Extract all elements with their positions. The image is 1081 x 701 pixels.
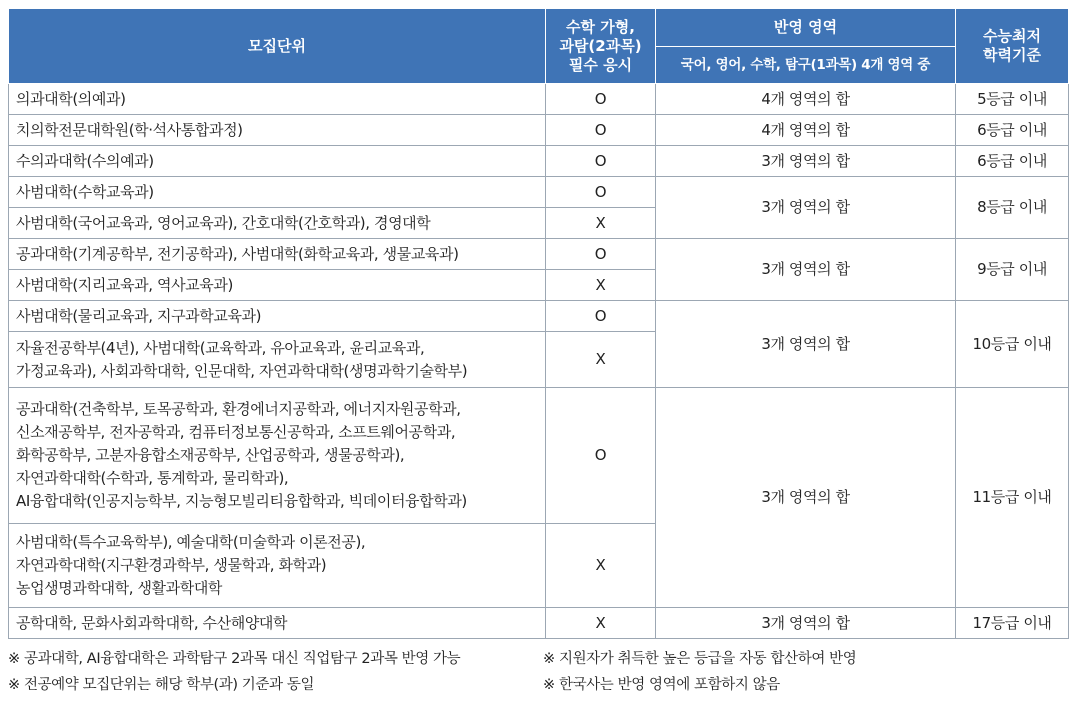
header-area-sub: 국어, 영어, 수학, 탐구(1과목) 4개 영역 중 bbox=[656, 47, 956, 84]
math-cell: X bbox=[546, 524, 656, 608]
grade-cell: 6등급 이내 bbox=[956, 146, 1069, 177]
math-cell: O bbox=[546, 84, 656, 115]
grade-cell: 6등급 이내 bbox=[956, 115, 1069, 146]
header-minimum: 수능최저 학력기준 bbox=[956, 9, 1069, 84]
unit-cell: 공과대학(건축학부, 토목공학과, 환경에너지공학과, 에너지자원공학과, 신소재공학부, 전자공학과, 컴퓨터정보통신공학과, 소프트웨어공학과, 화학공학부, 고분자융합소재공학부, 산업공학과, 생물공학과), 자연과학대학(수학과, 통계학과, 물리학과), AI융합대학(인공지능학부, 지능형모빌리티융합학과, 빅데이터융합학과) bbox=[9, 388, 546, 524]
footnote: ※ 한국사는 반영 영역에 포함하지 않음 bbox=[543, 677, 780, 693]
grade-cell: 17등급 이내 bbox=[956, 608, 1069, 639]
area-cell: 3개 영역의 합 bbox=[656, 146, 956, 177]
grade-cell: 8등급 이내 bbox=[956, 177, 1069, 239]
grade-cell: 11등급 이내 bbox=[956, 388, 1069, 608]
math-cell: O bbox=[546, 301, 656, 332]
unit-cell: 공과대학(기계공학부, 전기공학과), 사범대학(화학교육과, 생물교육과) bbox=[9, 239, 546, 270]
math-cell: X bbox=[546, 608, 656, 639]
table-row bbox=[9, 388, 1069, 524]
area-cell: 3개 영역의 합 bbox=[656, 239, 956, 301]
header-math-required: 수학 가형, 과탐(2과목) 필수 응시 bbox=[546, 9, 656, 84]
unit-cell: 사범대학(지리교육과, 역사교육과) bbox=[9, 270, 546, 301]
area-cell: 3개 영역의 합 bbox=[656, 177, 956, 239]
table-row bbox=[9, 608, 1069, 639]
unit-cell: 사범대학(국어교육과, 영어교육과), 간호대학(간호학과), 경영대학 bbox=[9, 208, 546, 239]
unit-cell: 의과대학(의예과) bbox=[9, 84, 546, 115]
unit-cell: 자율전공학부(4년), 사범대학(교육학과, 유아교육과, 윤리교육과, 가정교육과), 사회과학대학, 인문대학, 자연과학대학(생명과학기술학부) bbox=[9, 332, 546, 388]
area-cell: 3개 영역의 합 bbox=[656, 301, 956, 388]
grade-cell: 5등급 이내 bbox=[956, 84, 1069, 115]
area-cell: 4개 영역의 합 bbox=[656, 84, 956, 115]
unit-cell: 공학대학, 문화사회과학대학, 수산해양대학 bbox=[9, 608, 546, 639]
area-cell: 3개 영역의 합 bbox=[656, 608, 956, 639]
table-row bbox=[9, 177, 1069, 208]
unit-cell: 사범대학(수학교육과) bbox=[9, 177, 546, 208]
area-cell: 3개 영역의 합 bbox=[656, 388, 956, 608]
table-row bbox=[9, 84, 1069, 115]
header-unit: 모집단위 bbox=[9, 9, 546, 84]
math-cell: X bbox=[546, 332, 656, 388]
grade-cell: 9등급 이내 bbox=[956, 239, 1069, 301]
criteria-table bbox=[8, 8, 1069, 639]
table-row bbox=[9, 301, 1069, 332]
footnotes-right bbox=[543, 646, 856, 698]
unit-cell: 치의학전문대학원(학·석사통합과정) bbox=[9, 115, 546, 146]
header-area: 반영 영역 bbox=[656, 9, 956, 47]
grade-cell: 10등급 이내 bbox=[956, 301, 1069, 388]
unit-cell: 수의과대학(수의예과) bbox=[9, 146, 546, 177]
area-cell: 4개 영역의 합 bbox=[656, 115, 956, 146]
footnote: ※ 공과대학, AI융합대학은 과학탐구 2과목 대신 직업탐구 2과목 반영 가능 bbox=[8, 651, 461, 667]
math-cell: X bbox=[546, 270, 656, 301]
footnote: ※ 전공예약 모집단위는 해당 학부(과) 기준과 동일 bbox=[8, 677, 315, 693]
math-cell: O bbox=[546, 146, 656, 177]
math-cell: O bbox=[546, 177, 656, 208]
math-cell: O bbox=[546, 115, 656, 146]
unit-cell: 사범대학(물리교육과, 지구과학교육과) bbox=[9, 301, 546, 332]
math-cell: X bbox=[546, 208, 656, 239]
footnote: ※ 지원자가 취득한 높은 등급을 자동 합산하여 반영 bbox=[543, 651, 857, 667]
table-row bbox=[9, 146, 1069, 177]
math-cell: O bbox=[546, 388, 656, 524]
table-row bbox=[9, 115, 1069, 146]
math-cell: O bbox=[546, 239, 656, 270]
unit-cell: 사범대학(특수교육학부), 예술대학(미술학과 이론전공), 자연과학대학(지구환경과학부, 생물학과, 화학과) 농업생명과학대학, 생활과학대학 bbox=[9, 524, 546, 608]
footnotes-left bbox=[8, 646, 460, 698]
table-row bbox=[9, 239, 1069, 270]
